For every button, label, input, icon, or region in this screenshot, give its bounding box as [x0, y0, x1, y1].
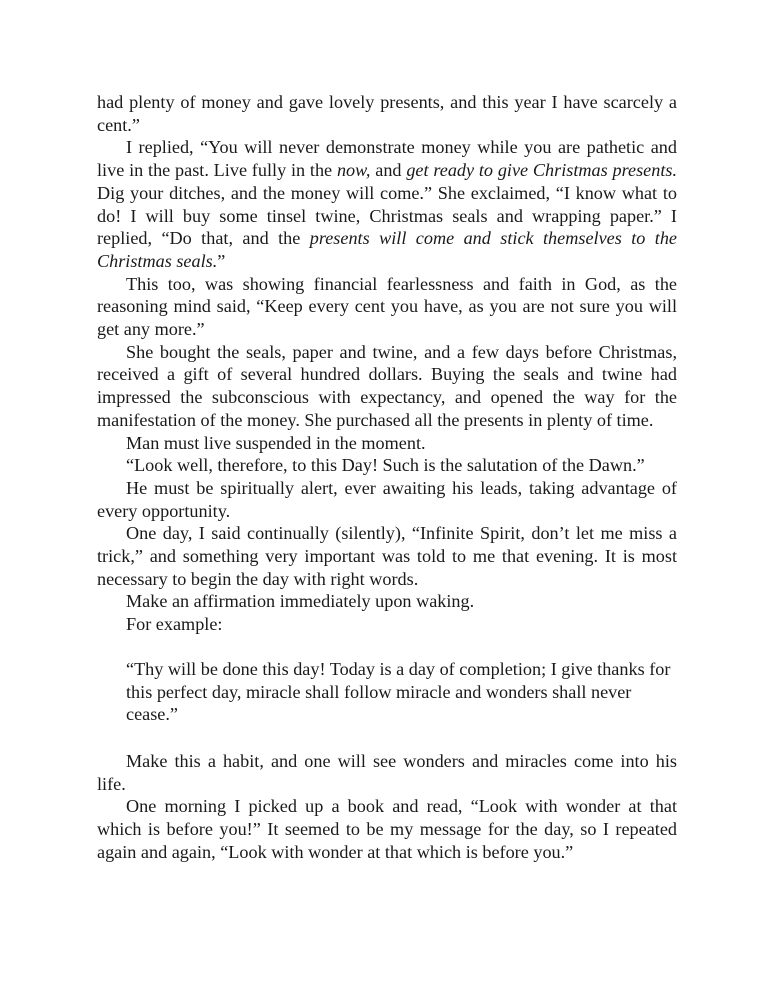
- paragraph-2: [97, 136, 677, 272]
- text-segment: had plenty of money and gave lovely presents, and this year I have scarcely a cent.”: [97, 92, 677, 135]
- text-segment: Make this a habit, and one will see wonders and miracles come into his life.: [97, 750, 677, 794]
- paragraph-9: [97, 590, 677, 613]
- paragraph-7: [97, 477, 677, 522]
- paragraph-8: [97, 522, 677, 590]
- italic-segment: now,: [336, 160, 371, 181]
- paragraph-3: [97, 273, 677, 341]
- text-segment: For example:: [126, 614, 223, 635]
- text-segment: One day, I said continually (silently), “Infinite Spirit, don’t let me miss a trick,” and something very important was told to me that evening. It is most necessary to begin the day with right words.: [97, 523, 677, 589]
- paragraph-6: [97, 454, 677, 477]
- text-segment: She bought the seals, paper and twine, and a few days before Christmas, received a gift of several hundred dollars. Buying the seals and twine had impressed the subconscious with expectancy, and opened the way for the manifestation of the money. She purchased all the presents in plenty of time.: [97, 341, 677, 430]
- text-segment: Man must live suspended in the moment.: [126, 432, 426, 453]
- text-segment: Dig your ditches, and the money will come.” She exclaimed, “I know what to do! I will buy some tinsel twine, Christmas seals and wrapping paper.” I replied, “Do that, and the: [97, 182, 677, 249]
- text-segment: He must be spiritually alert, ever awaiting his leads, taking advantage of every opportunity.: [97, 477, 677, 521]
- paragraph-5: [97, 432, 677, 455]
- text-segment: I replied, “You will never demonstrate money while you are pathetic and live in the past. Live fully in the: [97, 137, 677, 181]
- text-segment: ”: [217, 250, 226, 271]
- text-segment: “Look well, therefore, to this Day! Such is the salutation of the Dawn.”: [126, 455, 645, 476]
- text-segment: “Thy will be done this day! Today is a day of completion; I give thanks for this perfect day, miracle shall follow miracle and wonders shall never cease.”: [126, 658, 671, 725]
- italic-segment: presents will come and stick themselves to the Christmas seals.: [97, 228, 677, 271]
- text-segment: Make an affirmation immediately upon waking.: [126, 591, 475, 612]
- paragraph-11: [97, 750, 677, 795]
- paragraph-4: [97, 341, 677, 432]
- text-segment: and: [370, 160, 407, 181]
- paragraph-12: [97, 795, 677, 863]
- block-quote: [126, 658, 677, 726]
- paragraph-1: [97, 91, 677, 136]
- text-segment: This too, was showing financial fearlessness and faith in God, as the reasoning mind said, “Keep every cent you have, as you are not sure you will get any more.”: [97, 273, 677, 340]
- italic-segment: get ready to give Christmas presents.: [406, 160, 678, 181]
- paragraph-10: [97, 613, 677, 636]
- text-segment: One morning I picked up a book and read, “Look with wonder at that which is before you!” It seemed to be my message for the day, so I repeated again and again, “Look with wonder at that which is before you.”: [97, 796, 677, 862]
- document-page: [97, 91, 677, 864]
